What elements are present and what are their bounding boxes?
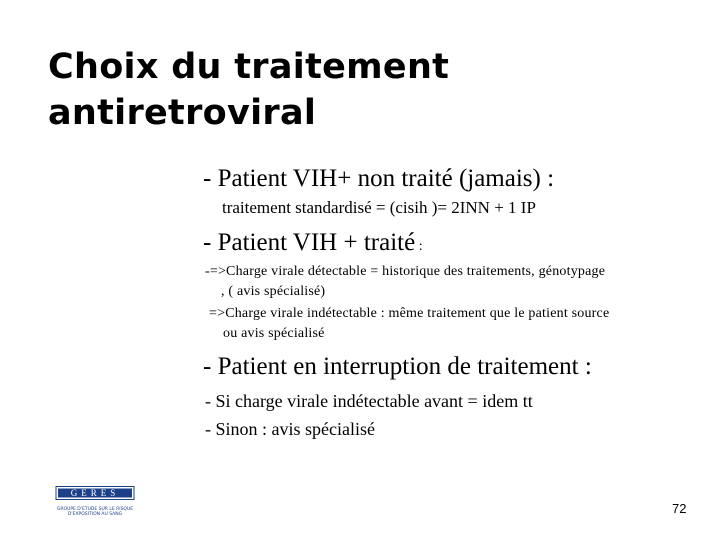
title-line-2: antiretroviral [48, 93, 317, 133]
note-detectable-load-cont: , ( avis spécialisé) [221, 284, 326, 299]
slide-title [48, 44, 688, 136]
title-line-1: Choix du traitement [48, 47, 450, 87]
list-item-otherwise: - Sinon : avis spécialisé [205, 419, 375, 439]
bullet-treated-patient [203, 229, 423, 257]
geres-logo [55, 486, 135, 517]
note-undetectable-load: =>Charge virale indétectable : même traitement que le patient source [209, 306, 610, 321]
geres-logo-text: GERES [70, 488, 120, 499]
geres-logo-mark [55, 486, 135, 500]
geres-tagline-2: D'EXPOSITION AU SANG [67, 512, 123, 517]
bullet-interruption: - Patient en interruption de traitement : [203, 353, 592, 380]
bullet-treated-label: - Patient VIH + traité [203, 229, 416, 256]
note-undetectable-load-cont: ou avis spécialisé [223, 326, 325, 341]
bullet-untreated-patient: - Patient VIH+ non traité (jamais) : [203, 165, 555, 192]
list-item-undetectable: - Si charge virale indétectable avant = idem tt [205, 391, 533, 411]
bullet-untreated-subtext: traitement standardisé = (cisih )= 2INN + 1 IP [222, 198, 536, 217]
geres-tagline-1: GROUPE D'ETUDE SUR LE RISQUE [56, 507, 134, 512]
note-detectable-load: -=>Charge virale détectable = historique des traitements, génotypage [205, 264, 606, 279]
page-number: 72 [672, 501, 687, 516]
bullet-treated-colon: : [415, 239, 423, 254]
